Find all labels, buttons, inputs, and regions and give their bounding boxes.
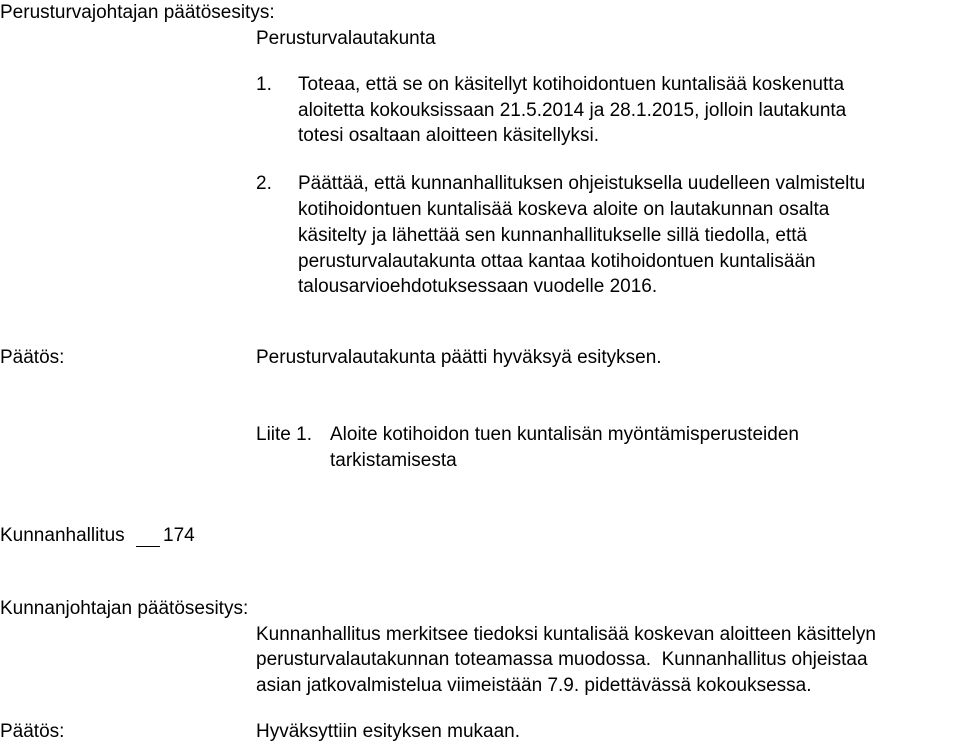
item2-line-3: käsitelty ja lähettää sen kunnanhallitukselle sillä tiedolla, että xyxy=(298,225,808,246)
perusturva-heading: Perusturvajohtajan päätösesitys: xyxy=(0,2,275,23)
item1-line-2: aloitetta kokouksissaan 21.5.2014 ja 28.1.2015, jolloin lautakunta xyxy=(298,100,847,121)
attachment-line-2: tarkistamisesta xyxy=(330,450,457,471)
proposal-line-1: Kunnanhallitus merkitsee tiedoksi kuntalisää koskevan aloitteen käsittelyn xyxy=(256,624,876,645)
kunnanhallitus-decision-label: Päätös: xyxy=(0,721,65,742)
kunnanhallitus-decision-text: Hyväksyttiin esityksen mukaan. xyxy=(256,721,520,742)
attachment-label: Liite 1. xyxy=(256,424,312,445)
perusturva-decision-label: Päätös: xyxy=(0,347,65,368)
item1-line-1: Toteaa, että se on käsitellyt kotihoidontuen kuntalisää koskenutta xyxy=(298,74,845,95)
item2-line-5: talousarvioehdotuksessaan vuodelle 2016. xyxy=(298,276,658,297)
attachment-line-1: Aloite kotihoidon tuen kuntalisän myöntämisperusteiden xyxy=(330,424,799,445)
proposal-line-2: perusturvalautakunnan toteamassa muodossa. Kunnanhallitus ohjeistaa xyxy=(256,649,868,670)
item1-line-3: totesi osaltaan aloitteen käsitellyksi. xyxy=(298,125,599,146)
perusturva-addressee: Perusturvalautakunta xyxy=(256,28,436,49)
kunnanhallitus-section-number: 174 xyxy=(163,525,195,546)
item1-number: 1. xyxy=(256,74,272,95)
item2-line-2: kotihoidontuen kuntalisää koskeva aloite on lautakunnan osalta xyxy=(298,199,830,220)
item2-line-1: Päättää, että kunnanhallituksen ohjeistuksella uudelleen valmisteltu xyxy=(298,173,866,194)
section-underline xyxy=(136,546,160,547)
kunnanhallitus-section-label: Kunnanhallitus xyxy=(0,525,125,546)
perusturva-decision-text: Perusturvalautakunta päätti hyväksyä esityksen. xyxy=(256,347,662,368)
kunnanhallitus-heading: Kunnanjohtajan päätösesitys: xyxy=(0,598,249,619)
proposal-line-3: asian jatkovalmistelua viimeistään 7.9. pidettävässä kokouksessa. xyxy=(256,675,812,696)
item2-number: 2. xyxy=(256,173,272,194)
item2-line-4: perusturvalautakunta ottaa kantaa kotihoidontuen kuntalisään xyxy=(298,251,816,272)
